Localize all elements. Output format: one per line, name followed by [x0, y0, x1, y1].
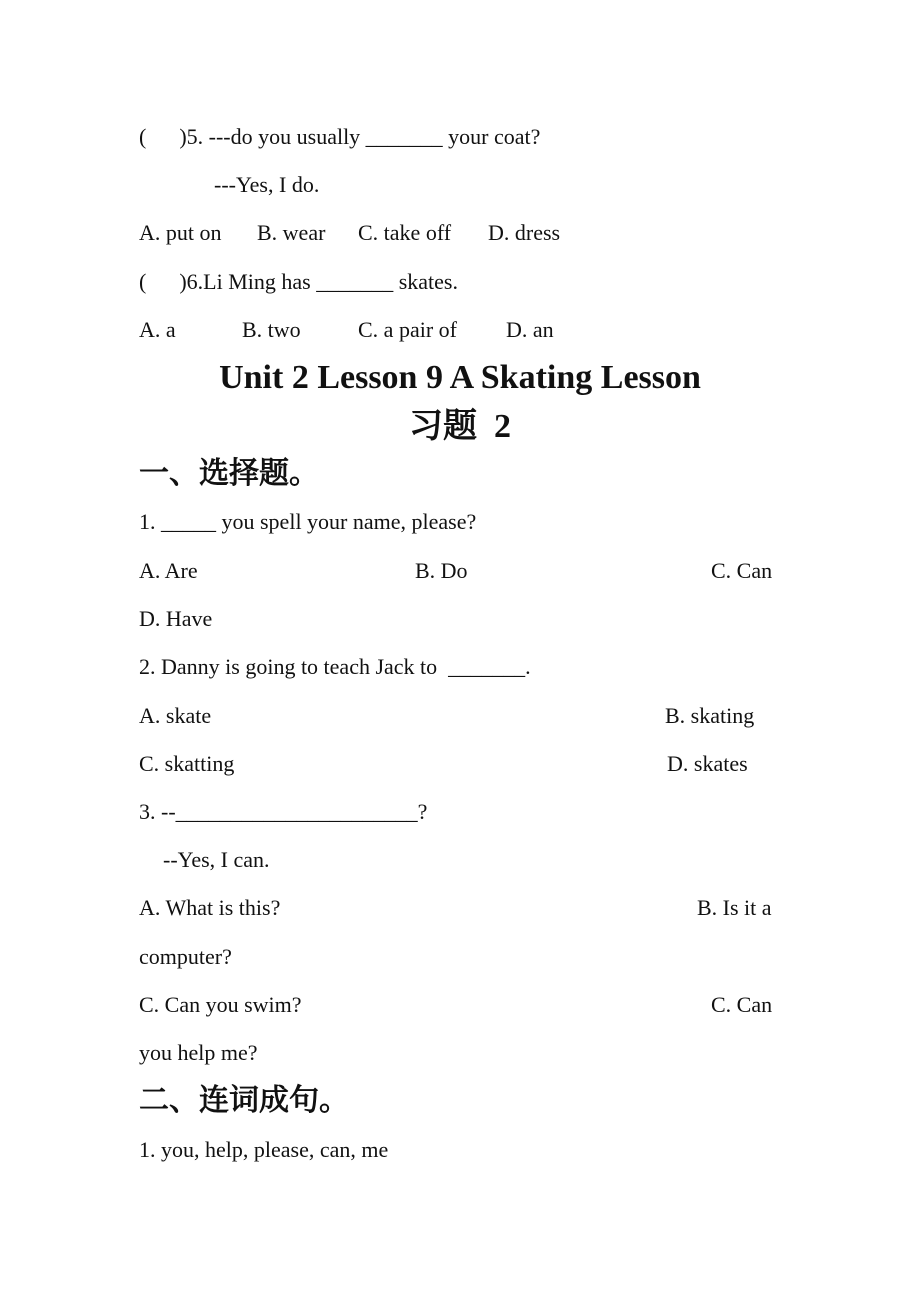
page-subtitle: 习题 2	[409, 408, 511, 445]
question-2-option-c: C. skatting	[139, 751, 235, 776]
question-1-option-a: A. Are	[139, 558, 198, 583]
question-5-option-b: B. wear	[257, 220, 326, 245]
question-6-option-d: D. an	[506, 317, 554, 342]
question-3-option-b: B. Is it a	[697, 895, 772, 920]
section-heading-multiple-choice: 一、选择题。	[139, 456, 319, 491]
question-3-option-b-cont: computer?	[139, 944, 232, 969]
question-5-option-c: C. take off	[358, 220, 452, 245]
page-title: Unit 2 Lesson 9 A Skating Lesson	[219, 359, 701, 396]
question-3-answer: --Yes, I can.	[163, 847, 270, 872]
question-2-option-b: B. skating	[665, 703, 755, 728]
question-3-stem: 3. --______________________?	[139, 799, 428, 824]
question-6-option-a: A. a	[139, 317, 176, 342]
question-6-option-b: B. two	[242, 317, 301, 342]
question-3-option-a: A. What is this?	[139, 895, 281, 920]
question-1-stem: 1. _____ you spell your name, please?	[139, 509, 477, 534]
question-5-option-d: D. dress	[488, 220, 561, 245]
question-2-option-a: A. skate	[139, 703, 212, 728]
question-1-option-b: B. Do	[415, 558, 468, 583]
question-1-option-c: C. Can	[711, 558, 773, 583]
question-2-option-d: D. skates	[667, 751, 748, 776]
question-6-stem: ( )6.Li Ming has _______ skates.	[139, 269, 458, 294]
section-heading-sentence-building: 二、连词成句。	[139, 1083, 349, 1118]
question-3-option-d-cont: you help me?	[139, 1040, 258, 1065]
question-5-answer: ---Yes, I do.	[214, 172, 320, 197]
question-3-option-c: C. Can you swim?	[139, 992, 302, 1017]
question-6-option-c: C. a pair of	[358, 317, 457, 342]
question-5-option-a: A. put on	[139, 220, 222, 245]
question-1-option-d: D. Have	[139, 606, 213, 631]
sentence-question-1: 1. you, help, please, can, me	[139, 1137, 389, 1162]
question-3-option-d: C. Can	[711, 992, 773, 1017]
question-2-stem: 2. Danny is going to teach Jack to _______.	[139, 654, 531, 679]
question-5-stem: ( )5. ---do you usually _______ your coat?	[139, 124, 541, 149]
